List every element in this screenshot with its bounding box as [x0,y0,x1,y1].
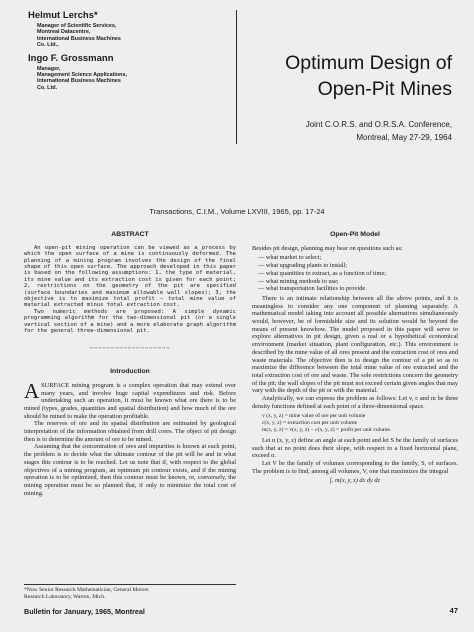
list-item: — what mining methods to use; [258,277,339,285]
introduction-body [24,378,236,498]
introduction-heading: Introduction [110,368,150,376]
open-pit-model-body [252,245,458,485]
journal-footer: Bulletin for January, 1965, Montreal [24,607,145,616]
header-divider [236,10,237,144]
conference-info [306,118,452,144]
intro-paragraph: Assuming that the concentration of ores and impurities is known at each point, the problem is to decide what the ultimate contour of the pit will be and in what stages this contour is to be reached. Let us note that if, with respect to the global objectives of a mining program, an optimum pit contour exists, and if the mining operation is to be optimized, then this contour must be known, or, conversely, the mining operation must be so planned that, if only to minimize the total cost of mining. [24,443,236,497]
title-line: Open-Pit Mines [317,78,452,100]
author-affiliation [37,66,213,92]
affiliation-line: Manager of Scientific Services, [37,23,117,29]
author-name: Ingo F. Grossmann [28,52,114,64]
abstract-paragraph: An open-pit mining operation can be viewed as a process by which the open surface of a mine is continuously deformed. The planning of a mining program involves the design of the final shape of this open surface. The approach developed in this paper is based on the following assumptions: 1, the type of material, its mine value and its extraction cost is given for each point; 2, restrictions on the geometry of the pit are specified (surface boundaries and maximum allowable wall slopes); 3, the objective is to maximize total profit — total mine value of material extracted minus total extraction cost. [24,244,236,309]
list-item: — what market to select; [258,254,322,262]
model-paragraph: Let V be the family of volumes corresponding to the family, S, of surfaces. The problem is to find, among all volumes, V, one that maximizes the integral [252,459,458,475]
affiliation-line: Co. Ltd., [37,42,59,49]
questions-list [258,254,458,293]
objective-integral: ∫ᵥ m(x, y, z) dx dy dz [330,477,380,485]
abstract-paragraph: Two numeric methods are proposed: A simple dynamic programming algorithm for the two-dimensional pit (or a single vertical section of a mine) and a more elaborate graph algorithm for the general three-dimensional pit. [24,308,236,334]
open-pit-model-heading: Open-Pit Model [330,231,380,238]
transactions-reference: Transactions, C.I.M., Volume LXVIII, 1965, pp. 17-24 [149,207,325,216]
affiliation-line: International Business Machines [37,35,121,42]
intro-paragraph [24,378,236,421]
list-item: — what quantities to extract, as a function of time; [258,269,387,277]
density-formulas [262,413,458,433]
formula-line: m(x, y, z) = v(x, y, z) − c(x, y, z) = profit per unit volume. [262,427,392,434]
list-item: — what transportation facilities to provide. [258,285,367,293]
section-divider: ~~~~~~~~~~~~~~~~~~~ [89,346,171,353]
author-affiliation [37,23,213,49]
list-item: — what upgrading plants to install; [258,262,348,270]
affiliation-line: Co. Ltd. [37,84,58,91]
drop-cap: A [24,378,40,403]
page-number: 47 [449,606,458,615]
formula-line: v (x, y, z) = mine value of ore per unit volume [262,413,366,420]
affiliation-line: International Business Machines [37,78,121,85]
model-intro: Besides pit design, planning may bear on questions such as: [252,244,403,252]
model-paragraph: Let α (x, y, z) define an angle at each point and let S be the family of surfaces such that at no point does their slope, with respect to a fixed horizontal plane, exceed α. [252,436,458,460]
footnote-line: Research Laboratory, Warren, Mich. [24,594,106,600]
affiliation-line: Montreal Datacentre, [37,29,91,36]
intro-paragraph: The reserves of ore and its spatial distribution are estimated by geological interpretation of the information obtained from drill cores. The object of pit design then is to determine the amount of ore to be mined. [24,420,236,443]
abstract-body [24,245,236,335]
abstract-heading: ABSTRACT [111,231,149,238]
model-paragraph: There is an intimate relationship between all the above points, and it is meaningless to consider any one component of planning separately. A mathematical model taking into account all possible alternatives simultaneously would, however, be of formidable size and its solution would be beyond the means of present knowhow. The model proposed in this paper will serve to explore alternatives in pit design, given a real or a hypothetical economical environment (market situation, plant configuration, etc.). This environment is described by the mine value of all ores present and the extraction cost of ores and waste materials. The objective then is to design the contour of a pit so as to maximize the difference between the total mine value of ore extracted and the total extraction cost of ore and waste. The sole restrictions concern the geometry of the pit; the wall slopes of the pit must not exceed certain given angles that may vary with the depth of the pit or with the material. [252,294,458,395]
right-column [252,231,458,485]
paper-title [285,50,452,102]
conference-line: Joint C.O.R.S. and O.R.S.A. Conference, [305,120,452,129]
footnote-line: *Now Senior Research Mathematician, General Motors [24,587,149,593]
intro-paragraph-text: SURFACE mining program is a complex operation that may extend over many years, and involve huge capital expenditures and risk. Before undertaking such an operation, it must be known what ore there is to be mined (types, grades, quantities and spatial distribution) and how much of the ore should be mined to make the operation profitable. [24,381,236,420]
conference-line: Montreal, May 27-29, 1964 [356,133,452,142]
formula-line: c(x, y, z) = extraction cost per unit volume [262,420,358,427]
left-column [24,231,236,497]
title-line: Optimum Design of [285,52,452,74]
footnote [24,584,236,601]
model-paragraph: Analytically, we can express the problem as follows: Let v, c and m be three density functions defined at each point of a three-dimensional space. [252,395,458,410]
author-name: Helmut Lerchs* [28,10,98,21]
affiliation-line: Management Science Applications, [37,72,127,79]
author-block [28,10,213,91]
affiliation-line: Manager, [37,65,61,72]
